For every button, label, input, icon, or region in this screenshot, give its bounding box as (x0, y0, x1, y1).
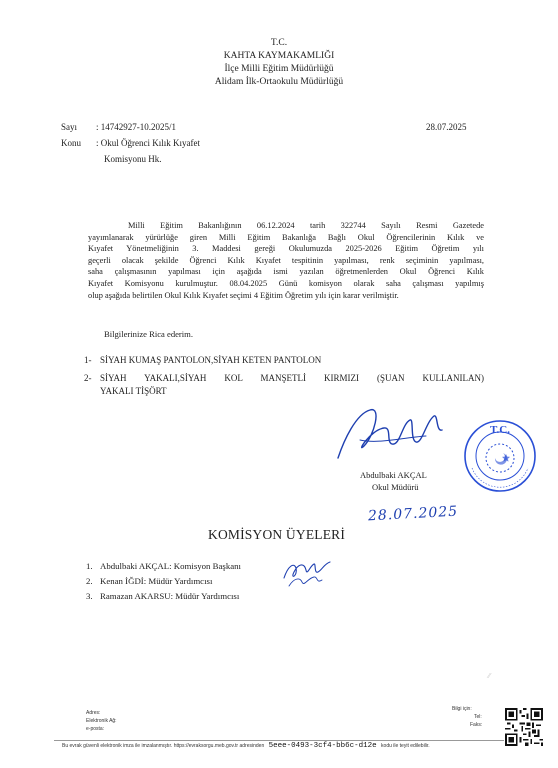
footer-bilgi: Bilgi için: (452, 706, 472, 712)
header-ilce-mem: İlçe Milli Eğitim Müdürlüğü (224, 64, 334, 74)
handwritten-date: 28.07.2025 (367, 503, 459, 525)
footer-elektronik: Elektronik Ağ: (86, 718, 117, 724)
sayi-label: Sayı (61, 122, 78, 132)
faint-mark: ⁄⁄ (488, 672, 491, 680)
body-line: olup aşağıda belirtilen Okul Kılık Kıyafet seçimi 4 Eğitim Öğretim yılı için karar verilmiştir. (88, 290, 399, 300)
member-number: 3. (86, 591, 93, 601)
member-text: Ramazan AKARSU: Müdür Yardımcısı (100, 591, 240, 601)
member-text: Abdulbaki AKÇAL: Komisyon Başkanı (100, 561, 241, 571)
member-signature (286, 574, 326, 590)
item-number: 2- (84, 373, 92, 383)
verify-prefix: Bu evrak güvenli elektronik imza ile imzalanmıştır. https://evraksorgu.meb.gov.tr adresinden (62, 743, 265, 749)
body-line: saha çalışmasının yapılması için aşağıda ismi yazılan öğretmenlerden Okul Öğrenci Kılık (88, 267, 484, 277)
member-number: 1. (86, 561, 93, 571)
body-line: Milli Eğitim Bakanlığının 06.12.2024 tarih 322744 Sayılı Resmi Gazetede (128, 221, 484, 230)
header-tc: T.C. (270, 38, 288, 48)
director-signature (330, 400, 460, 470)
signer-name: Abdulbaki AKÇAL (360, 470, 427, 480)
item-text: SİYAH YAKALI,SİYAH KOL MANŞETLİ KIRMIZI (ŞUAN KULLANILAN) (100, 373, 484, 383)
document-date: 28.07.2025 (426, 122, 467, 132)
verify-suffix: kodu ile teyit edilebilir. (381, 743, 430, 749)
item-number: 1- (84, 355, 92, 365)
header-school: Alidam İlk-Ortaokulu Müdürlüğü (214, 77, 344, 87)
body-line: geçerli olacak şekilde Öğrenci Kılık Kıyafet tespitinin yapılması, renk seçiminin yapılması, (88, 255, 484, 265)
konu-value: : Okul Öğrenci Kılık Kıyafet (96, 138, 200, 148)
header-kaymakamlik: KAHTA KAYMAKAMLIĞI (223, 51, 335, 61)
footer-divider (54, 740, 504, 741)
verify-line (62, 742, 430, 750)
footer-eposta: e-posta: (86, 726, 105, 732)
member-text: Kenan İĞDİ: Müdür Yardımcısı (100, 576, 213, 586)
seal-text: T.C. (490, 424, 510, 436)
konu-label: Konu (61, 138, 81, 148)
item-text-cont: YAKALI TİŞÖRT (100, 386, 167, 396)
member-number: 2. (86, 576, 93, 586)
signer-title: Okul Müdürü (372, 482, 419, 492)
item-text: SİYAH KUMAŞ PANTOLON,SİYAH KETEN PANTOLON (100, 355, 322, 365)
official-seal (462, 418, 538, 494)
closing-text: Bilgilerinize Rica ederim. (104, 329, 194, 339)
body-line: yayımlanarak yürürlüğe giren Milli Eğitim Bakanlığa Bağlı Okul Öğrencilerinin Kılık ve (88, 232, 484, 242)
footer-tel: Tel: (474, 714, 482, 720)
qr-code[interactable] (505, 708, 543, 746)
body-paragraph (88, 220, 484, 301)
body-line: Kıyafet Komisyonu kurulmuştur. 08.04.2025 Günü komisyon olarak saha çalışması yapılmış (88, 278, 484, 288)
body-line: Kıyafet Yönetmeliğinin 3. Maddesi gereği Okulumuzda 2025-2026 Eğitim Öğretim yılı (88, 244, 484, 254)
committee-title: KOMİSYON ÜYELERİ (208, 527, 346, 542)
sayi-value: : 14742927-10.2025/1 (96, 122, 176, 132)
footer-faks: Faks: (470, 722, 483, 728)
konu-value-cont: Komisyonu Hk. (104, 154, 162, 164)
footer-adres: Adres: (86, 710, 101, 716)
verify-code[interactable]: 5eee-0493-3cf4-bb6c-d12e (268, 742, 377, 750)
